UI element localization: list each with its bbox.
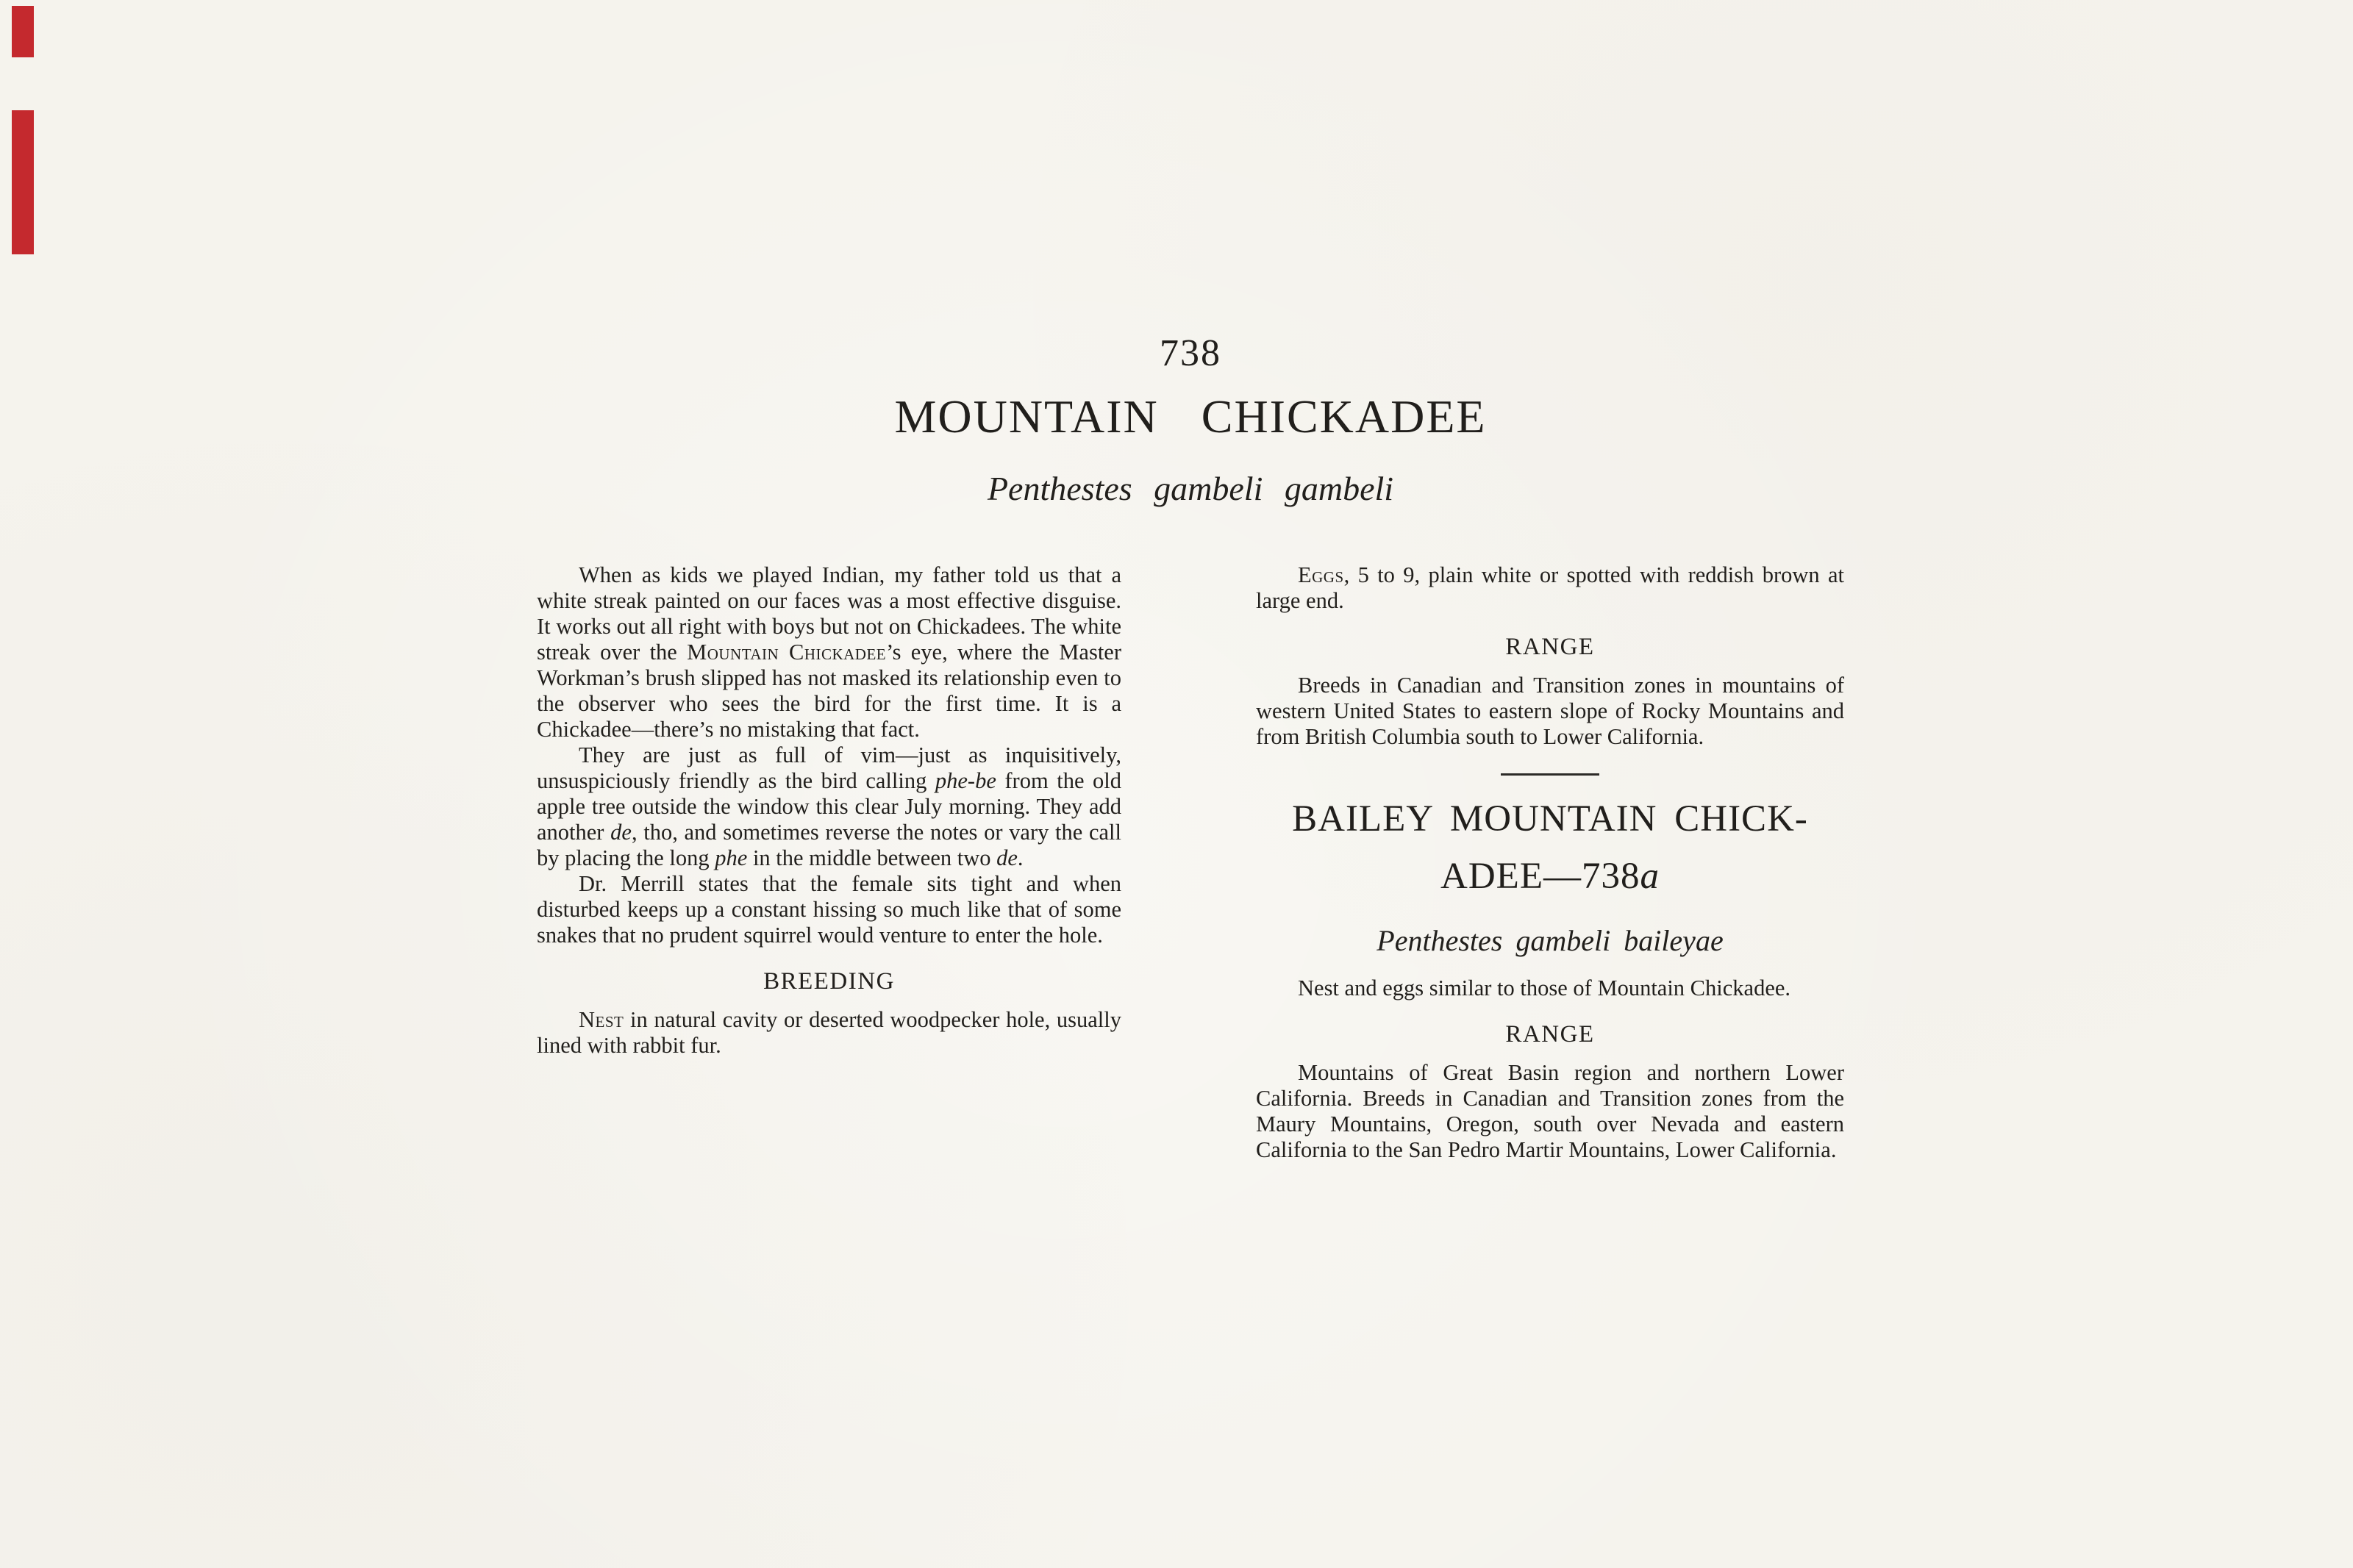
intro-paragraph: When as kids we played Indian, my father told us that a white streak painted on our faces was a most effective disguise. It works out all right with boys but not on Chickadees. The white streak over the Mountain Chickadee’s eye, where the Master Workman’s brush slipped has not masked its relationship even to the observer who sees the bird for the first time. It is a Chickadee—there’s no mistaking that fact. bbox=[537, 562, 1121, 742]
subspecies-scientific-name: Penthestes gambeli baileyae bbox=[1377, 923, 1724, 957]
breeding-heading: BREEDING bbox=[763, 968, 895, 995]
species-number: 738 bbox=[1160, 332, 1221, 374]
range-heading-2: RANGE bbox=[1505, 1020, 1595, 1048]
range-heading-1: RANGE bbox=[1505, 634, 1595, 660]
eggs-paragraph: Eggs, 5 to 9, plain white or spotted with reddish brown at large end. bbox=[1256, 562, 1844, 613]
species-header bbox=[537, 332, 1844, 508]
subspecies-title-line1: BAILEY MOUNTAIN CHICK- bbox=[1292, 798, 1808, 840]
subspecies-title bbox=[1256, 790, 1844, 905]
species-title: MOUNTAIN CHICKADEE bbox=[894, 390, 1487, 443]
subspecies-nest-paragraph: Nest and eggs similar to those of Mountain Chickadee. bbox=[1298, 975, 1791, 1000]
merrill-paragraph: Dr. Merrill states that the female sits tight and when disturbed keeps up a constant hissing so much like that of some snakes that no prudent squirrel would venture to enter the hole. bbox=[537, 871, 1121, 948]
range-paragraph-2: Mountains of Great Basin region and northern Lower California. Breeds in Canadian and Transition zones from the Maury Mountains, Oregon, south over Nevada and eastern California to the San Pedro Martir Mountains, Lower California. bbox=[1256, 1059, 1844, 1162]
section-divider-rule bbox=[1501, 773, 1599, 776]
subspecies-title-suffix: a bbox=[1640, 855, 1660, 897]
subspecies-title-line2: ADEE—738 bbox=[1440, 855, 1640, 897]
right-column bbox=[1256, 562, 1844, 1163]
breeding-nest-paragraph: Nest in natural cavity or deserted woodpecker hole, usually lined with rabbit fur. bbox=[537, 1006, 1121, 1058]
species-scientific-name: Penthestes gambeli gambeli bbox=[987, 470, 1394, 508]
red-edge-mark-top bbox=[12, 6, 34, 57]
red-edge-mark-bottom bbox=[12, 110, 34, 254]
range-paragraph-1: Breeds in Canadian and Transition zones in mountains of western United States to eastern slope of Rocky Mountains and from British Columbia south to Lower California. bbox=[1256, 672, 1844, 749]
left-column bbox=[537, 562, 1121, 1059]
call-paragraph: They are just as full of vim—just as inquisitively, unsuspiciously friendly as the bird calling phe-be from the old apple tree outside the window this clear July morning. They add another de, tho, and sometimes reverse the notes or vary the call by placing the long phe in the middle between two de. bbox=[537, 742, 1121, 870]
